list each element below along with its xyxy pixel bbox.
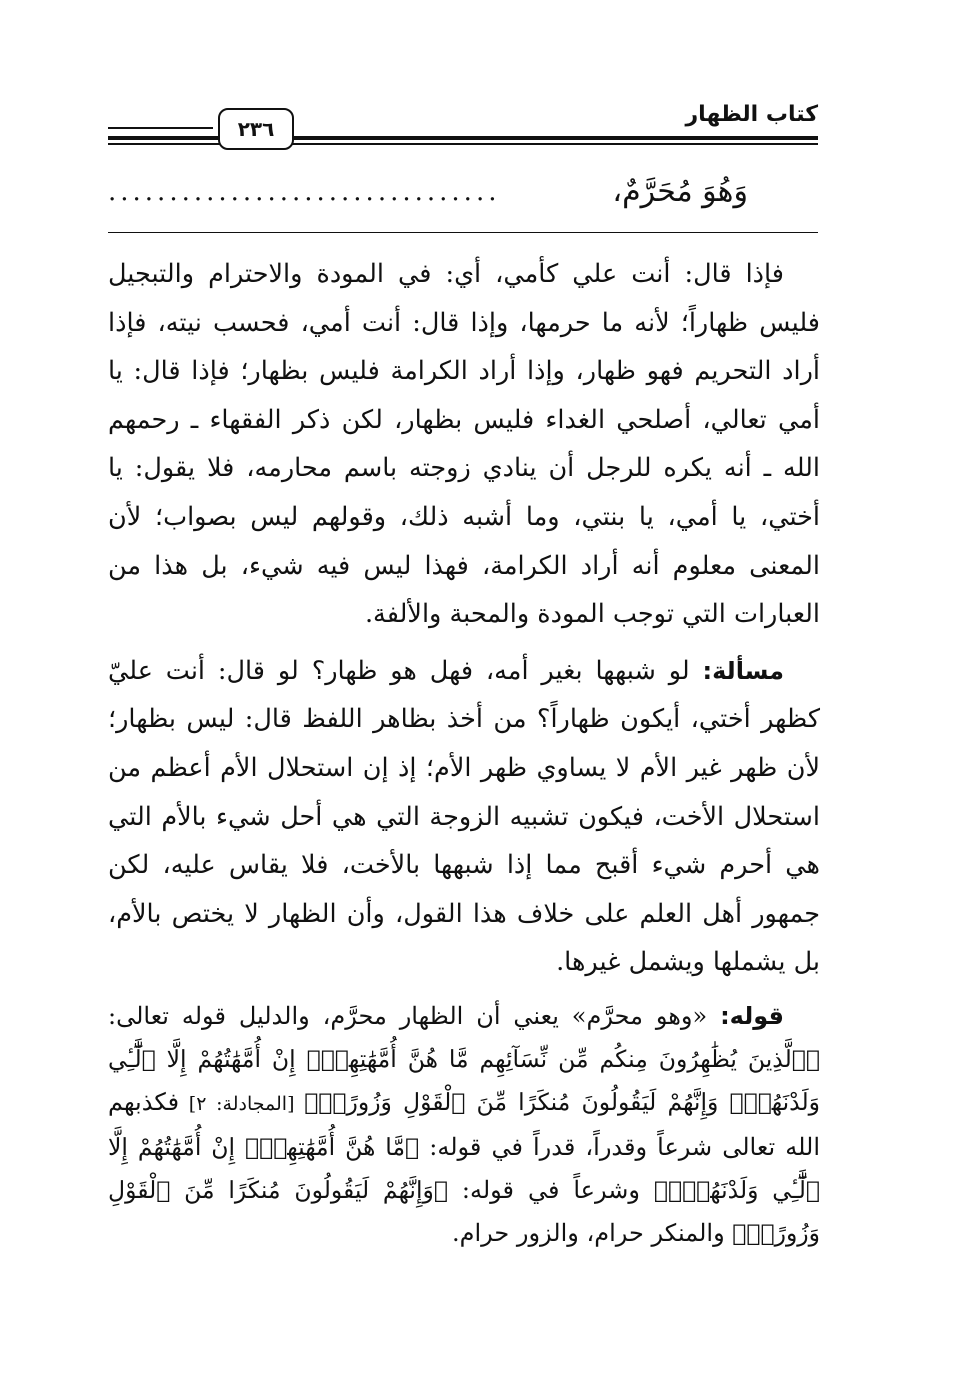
header-rule-thin [108, 143, 818, 145]
commentary-body [108, 250, 820, 1263]
book-title: كتاب الظهار [685, 102, 818, 127]
quran-verse-3: ﴿وَإِنَّهُمْ لَيَقُولُونَ مُنكَرًا مِّنَ ٱلْقَوْلِ وَزُورًاۚ﴾ [108, 1175, 820, 1247]
paragraph-3-part1: «وهو محرَّم» يعني أن الظهار محرَّم، والدليل قوله تعالى: [108, 1001, 721, 1030]
quran-verse-2: ﴿مَّا هُنَّ أُمَّهَٰتِهِمْۖ إِنْ أُمَّهَٰتُهُمْ إِلَّا ٱلَّٰٓـِٔي وَلَدْنَهُمْۚ﴾ [108, 1132, 821, 1204]
matn-dots: ................................ [108, 177, 501, 207]
paragraph-3-lead: قوله: [720, 1001, 784, 1030]
running-header [108, 100, 818, 160]
matn-text: وَهُوَ مُحَرَّمٌ، [612, 174, 748, 209]
paragraph-2-text: لو شبهها بغير أمه، فهل هو ظهار؟ لو قال: أنت عليّ كظهر أختي، أيكون ظهاراً؟ من أخذ بظاهر اللفظ قال: ليس بظهار؛ لأن ظهر غير الأم لا يساوي ظهر الأم؛ إذ إن استحلال الأم أعظم من استحلال الأخت، فيكون تشبيه الزوجة التي هي أحل شيء بالأم التي هي أحرم شيء أقبح مما إذا شبهها بالأخت، فلا يقاس عليه، لكن جمهور أهل العلم على خلاف هذا القول، وأن الظهار لا يختص بالأم، بل يشملها ويشمل غيرها. [108, 655, 820, 978]
paragraph-3-part3: وشرعاً في قوله: [447, 1175, 654, 1204]
paragraph-2 [108, 647, 820, 987]
paragraph-1 [108, 250, 820, 639]
quran-reference: [المجادلة: ٢] [179, 1092, 305, 1115]
paragraph-1-text: فإذا قال: أنت علي كأمي، أي: في المودة والاحترام والتبجيل فليس ظهاراً؛ لأنه ما حرمها، وإذا قال: أنت أمي، فحسب نيته، فإذا أراد التحريم فهو ظهار، وإذا أراد الكرامة فليس بظهار؛ فإذا قال: يا أمي تعالي، أصلحي الغداء فليس بظهار، لكن ذكر الفقهاء ـ رحمهم الله ـ أنه يكره للرجل أن ينادي زوجته باسم محارمه، فلا يقول: يا أختي، يا أمي، يا بنتي، وما أشبه ذلك، وقولهم ليس بصواب؛ لأن المعنى معلوم أنه أراد الكرامة، فهذا ليس فيه شيء، بل هذا من العبارات التي توجب المودة والمحبة والألفة. [108, 259, 820, 630]
quran-verse-1: ﴿ٱلَّذِينَ يُظَٰهِرُونَ مِنكُم مِّن نِّسَآئِهِم مَّا هُنَّ أُمَّهَٰتِهِمْۖ إِنْ أُمَّهَٰتُهُمْ إِلَّا ٱلَّٰٓـِٔي وَلَدْنَهُمْۚ وَإِنَّهُمْ لَيَقُولُونَ مُنكَرًا مِّنَ ٱلْقَوْلِ وَزُورًاۚ﴾ [108, 1044, 821, 1116]
paragraph-3-part2: فكذبهم الله تعالى شرعاً وقدراً، قدراً في قوله: [108, 1087, 820, 1161]
matn-divider [108, 232, 818, 233]
paragraph-3 [108, 995, 820, 1255]
header-rule-stub [108, 127, 213, 129]
paragraph-2-lead: مسألة: [702, 656, 784, 685]
paragraph-3-part4: والمنكر حرام، والزور حرام. [452, 1218, 733, 1247]
page-number: ٢٣٦ [218, 108, 294, 150]
header-rule-thick [108, 136, 818, 140]
matn-line [108, 170, 818, 220]
